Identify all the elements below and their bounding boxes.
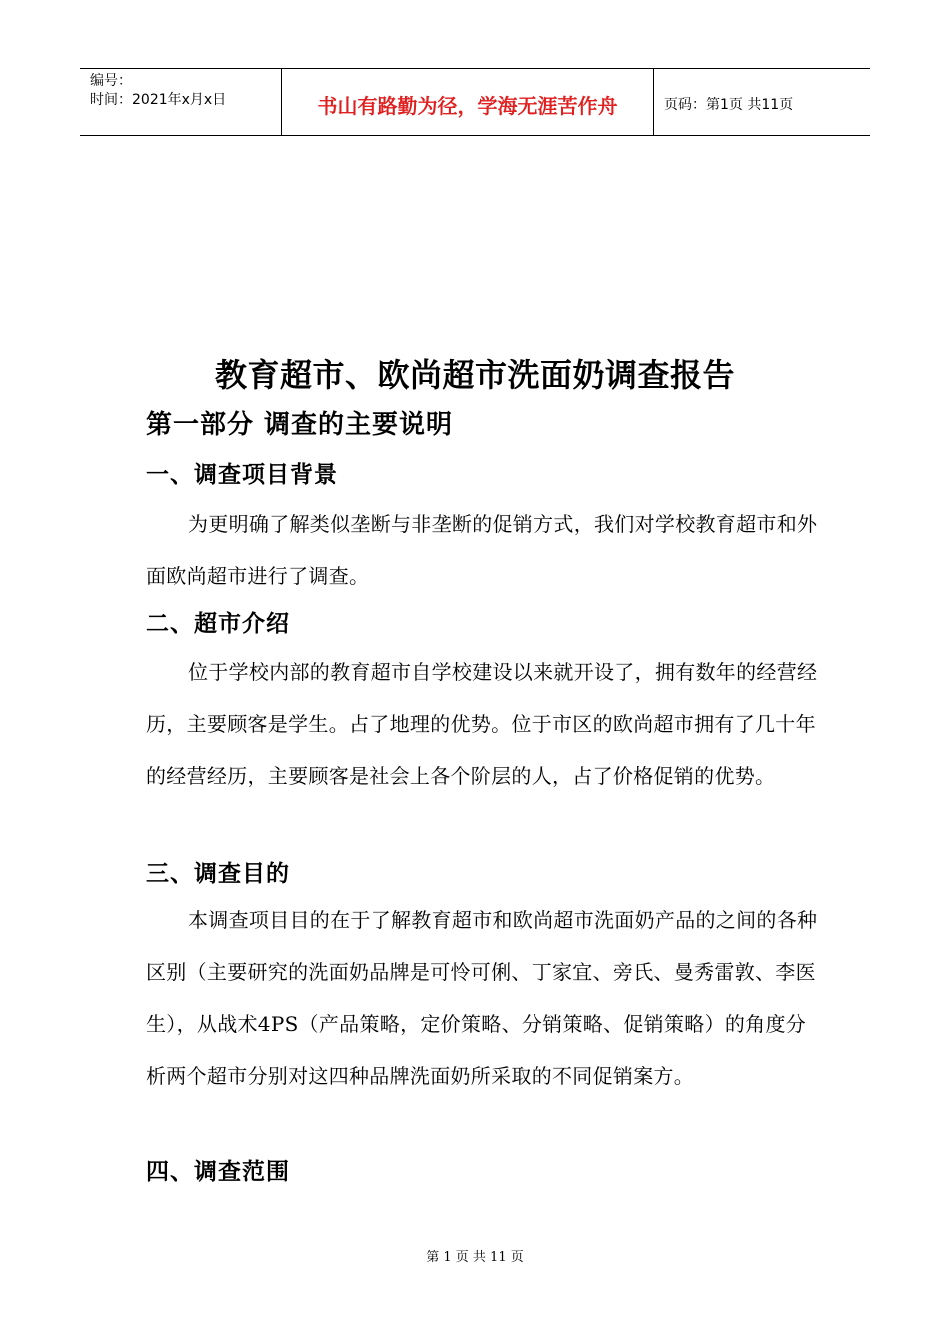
header-page-info: 页码：第1页 共11页 — [664, 97, 794, 113]
page-footer: 第 1 页 共 11 页 — [426, 1250, 524, 1265]
date-label: 时间：2021年x月x日 — [90, 92, 227, 108]
header-meta — [80, 69, 282, 135]
header-slogan: 书山有路勤为径，学海无涯苦作舟 — [282, 69, 654, 135]
section-body-background: 为更明确了解类似垄断与非垄断的促销方式，我们对学校教育超市和外面欧尚超市进行了调查。 — [146, 512, 818, 588]
part-title: 第一部分 调查的主要说明 — [146, 410, 454, 440]
section-heading-purpose: 三、调查目的 — [146, 860, 290, 887]
section-body-supermarket: 位于学校内部的教育超市自学校建设以来就开设了，拥有数年的经营经历，主要顾客是学生。占了地理的优势。位于市区的欧尚超市拥有了几十年的经营经历，主要顾客是社会上各个阶层的人，占了价格促销的优势。 — [146, 660, 818, 788]
section-body-purpose: 本调查项目目的在于了解教育超市和欧尚超市洗面奶产品的之间的各种区别（主要研究的洗面奶品牌是可怜可俐、丁家宜、旁氏、曼秀雷敦、李医生），从战术4PS（产品策略，定价策略、分销策略、促销策略）的角度分析两个超市分别对这四种品牌洗面奶所采取的不同促销案方。 — [146, 908, 818, 1088]
section-heading-supermarket: 二、超市介绍 — [146, 610, 290, 637]
page-header — [80, 68, 870, 136]
document-title: 教育超市、欧尚超市洗面奶调查报告 — [214, 356, 735, 394]
number-label: 编号： — [90, 73, 132, 89]
section-heading-background: 一、调查项目背景 — [146, 461, 338, 488]
section-heading-scope: 四、调查范围 — [146, 1158, 290, 1185]
